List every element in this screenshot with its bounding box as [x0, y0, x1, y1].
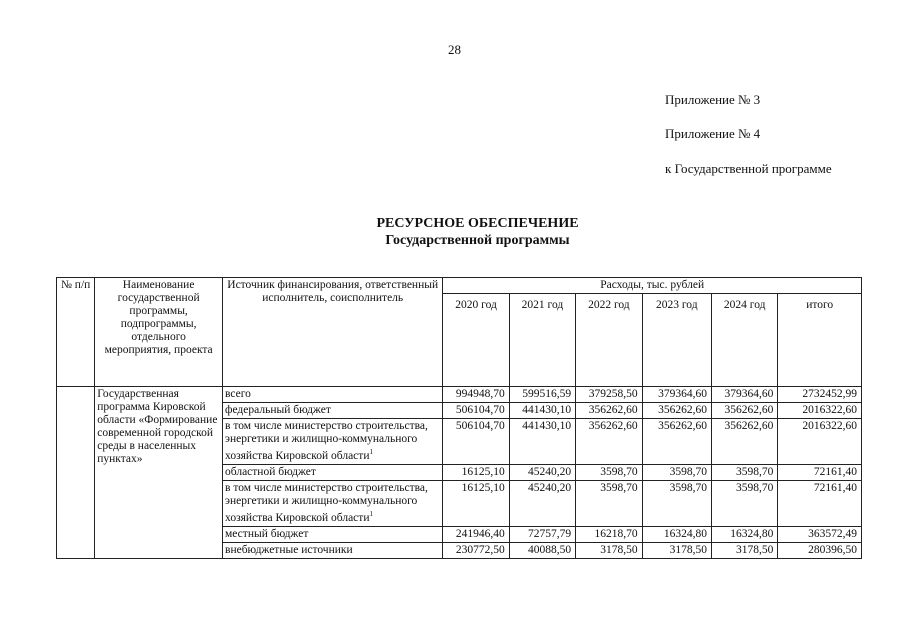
header-year-2024: 2024 год — [712, 294, 778, 387]
value-cell: 3598,70 — [642, 464, 711, 480]
value-cell: 379364,60 — [712, 387, 778, 403]
header-year-2023: 2023 год — [642, 294, 711, 387]
source-cell: всего — [223, 387, 443, 403]
header-year-2022: 2022 год — [576, 294, 642, 387]
value-cell: 45240,20 — [509, 480, 575, 526]
header-total: итого — [778, 294, 862, 387]
value-cell: 356262,60 — [642, 419, 711, 465]
footnote-mark: 1 — [369, 509, 373, 518]
header-number: № п/п — [57, 278, 95, 387]
value-cell: 241946,40 — [443, 526, 509, 542]
value-cell: 16125,10 — [443, 480, 509, 526]
total-cell: 2016322,60 — [778, 403, 862, 419]
value-cell: 994948,70 — [443, 387, 509, 403]
resource-table — [56, 277, 862, 559]
total-cell: 2016322,60 — [778, 419, 862, 465]
source-cell: внебюджетные источники — [223, 542, 443, 558]
value-cell: 230772,50 — [443, 542, 509, 558]
value-cell: 3178,50 — [712, 542, 778, 558]
value-cell: 356262,60 — [642, 403, 711, 419]
value-cell: 506104,70 — [443, 403, 509, 419]
value-cell: 16218,70 — [576, 526, 642, 542]
program-name: Государственная программа Кировской области «Формирование современной городской среды в населенных пунктах» — [95, 387, 223, 559]
header-expenses: Расходы, тыс. рублей — [443, 278, 862, 294]
total-cell: 280396,50 — [778, 542, 862, 558]
value-cell: 506104,70 — [443, 419, 509, 465]
source-text: в том числе министерство строительства, энергетики и жилищно-коммунального хозяйства Кировской области — [225, 420, 428, 462]
value-cell: 40088,50 — [509, 542, 575, 558]
value-cell: 16125,10 — [443, 464, 509, 480]
source-cell — [223, 480, 443, 526]
source-cell: федеральный бюджет — [223, 403, 443, 419]
value-cell: 356262,60 — [576, 419, 642, 465]
appendix-line-2: Приложение № 4 — [665, 126, 761, 141]
total-cell: 363572,49 — [778, 526, 862, 542]
header-year-2021: 2021 год — [509, 294, 575, 387]
header-name: Наименование государственной программы, подпрограммы, отдельного мероприятия, проекта — [95, 278, 223, 387]
source-cell: областной бюджет — [223, 464, 443, 480]
value-cell: 3598,70 — [576, 464, 642, 480]
value-cell: 3598,70 — [576, 480, 642, 526]
value-cell: 599516,59 — [509, 387, 575, 403]
value-cell: 356262,60 — [712, 419, 778, 465]
value-cell: 3598,70 — [712, 464, 778, 480]
value-cell: 379258,50 — [576, 387, 642, 403]
value-cell: 16324,80 — [642, 526, 711, 542]
total-cell: 72161,40 — [778, 464, 862, 480]
total-cell: 2732452,99 — [778, 387, 862, 403]
value-cell: 16324,80 — [712, 526, 778, 542]
value-cell: 441430,10 — [509, 419, 575, 465]
title-line-1: РЕСУРСНОЕ ОБЕСПЕЧЕНИЕ — [376, 216, 579, 231]
title-line-2: Государственной программы — [385, 233, 570, 248]
value-cell: 379364,60 — [642, 387, 711, 403]
value-cell: 3178,50 — [576, 542, 642, 558]
header-source: Источник финансирования, ответственный исполнитель, соисполнитель — [223, 278, 443, 387]
footnote-mark: 1 — [369, 448, 373, 456]
value-cell: 45240,20 — [509, 464, 575, 480]
document-title — [0, 215, 905, 249]
source-cell — [223, 419, 443, 465]
appendix-line-3: к Государственной программе — [665, 161, 832, 176]
value-cell: 356262,60 — [712, 403, 778, 419]
value-cell: 3598,70 — [712, 480, 778, 526]
source-text: в том числе министерство строительства, энергетики и жилищно-коммунального хозяйства Кировской области — [225, 481, 428, 524]
source-cell: местный бюджет — [223, 526, 443, 542]
total-cell: 72161,40 — [778, 480, 862, 526]
page-number: 28 — [448, 42, 461, 57]
value-cell: 72757,79 — [509, 526, 575, 542]
table-row — [57, 387, 862, 403]
value-cell: 3598,70 — [642, 480, 711, 526]
value-cell: 356262,60 — [576, 403, 642, 419]
value-cell: 3178,50 — [642, 542, 711, 558]
header-year-2020: 2020 год — [443, 294, 509, 387]
row-number-cell — [57, 387, 95, 559]
appendix-line-1: Приложение № 3 — [665, 92, 761, 107]
value-cell: 441430,10 — [509, 403, 575, 419]
